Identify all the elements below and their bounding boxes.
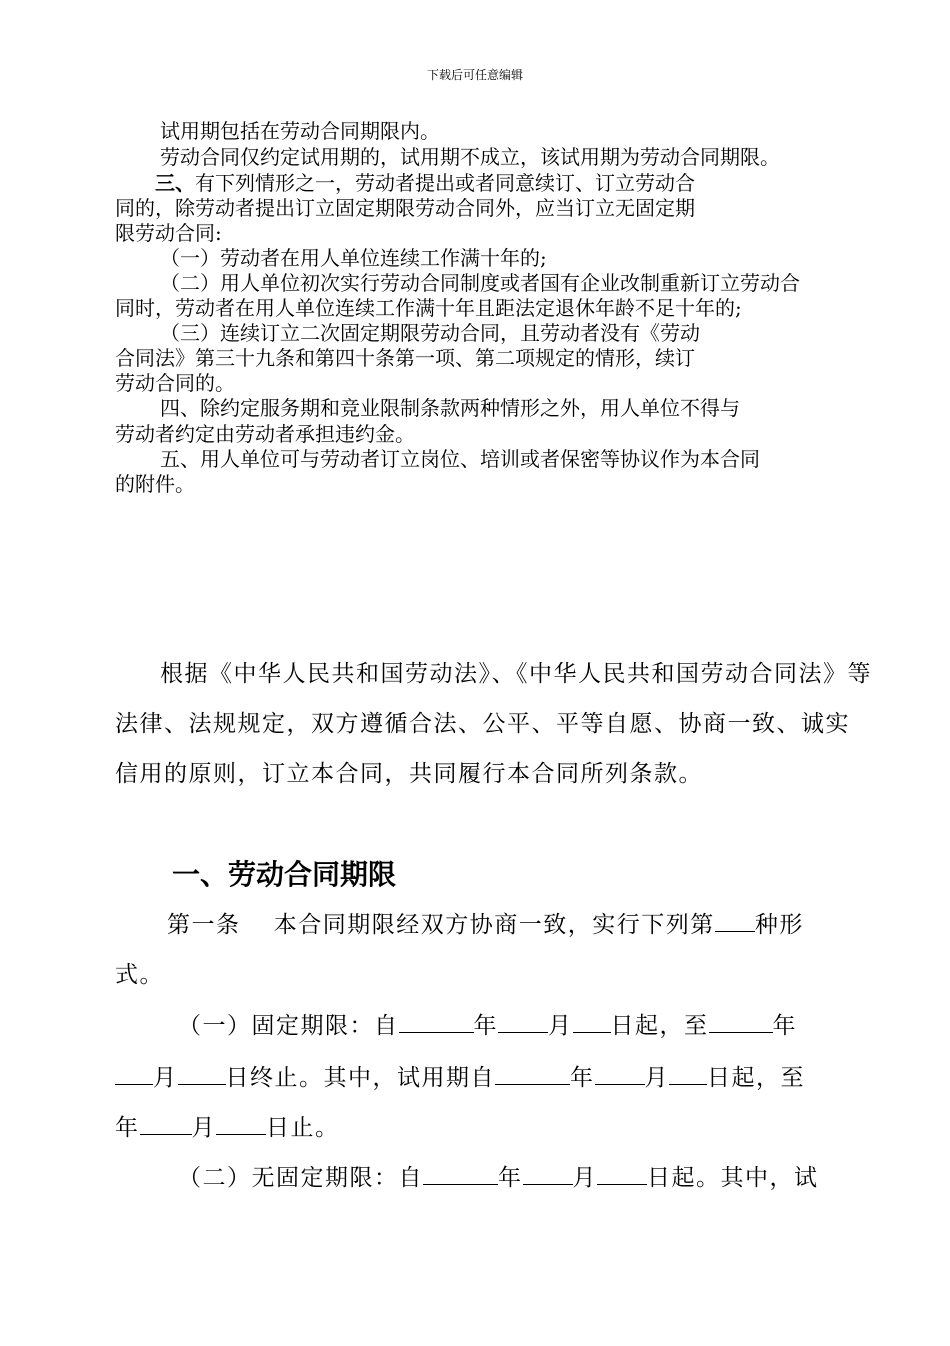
form-blank[interactable] (597, 1164, 647, 1185)
text-line: 四、除约定服务期和竞业限制条款两种情形之外，用人单位不得与 (160, 396, 740, 420)
form-blank[interactable] (595, 1064, 645, 1085)
text-line: 的附件。 (115, 472, 195, 496)
article-line: 式。 (115, 962, 164, 988)
form-text: 月 (548, 1013, 573, 1039)
section-title: 一、劳动合同期限 (172, 858, 397, 891)
form-line (178, 1164, 819, 1192)
form-blank[interactable] (423, 1164, 498, 1185)
form-blank[interactable] (669, 1064, 707, 1085)
form-text: 月 (191, 1115, 216, 1141)
article-text: 种形 (754, 912, 804, 938)
clause-text: 有下列情形之一，劳动者提出或者同意续订、订立劳动合 (195, 171, 695, 195)
form-text: 日终止。其中，试用期自 (225, 1065, 495, 1091)
text-line: 劳动合同的。 (115, 371, 235, 395)
form-blank[interactable] (573, 1012, 611, 1033)
intro-line: 信用的原则，订立本合同，共同履行本合同所列条款。 (115, 761, 703, 787)
form-text: 年 (498, 1165, 523, 1191)
text-line: 限劳动合同: (115, 221, 222, 245)
form-blank[interactable] (399, 1012, 474, 1033)
article-text: 第一条 本合同期限经双方协商一致，实行下列第 (167, 912, 715, 938)
form-blank[interactable] (115, 1064, 153, 1085)
text-line: 试用期包括在劳动合同期限内。 (160, 119, 440, 143)
text-line: 五、用人单位可与劳动者订立岗位、培训或者保密等协议作为本合同 (160, 447, 760, 471)
form-text: 日起。其中，试 (647, 1165, 819, 1191)
form-text: 年 (115, 1115, 140, 1141)
form-blank[interactable] (178, 1064, 226, 1085)
intro-line: 根据《中华人民共和国劳动法》、《中华人民共和国劳动合同法》等 (160, 661, 872, 687)
form-text: 年 (473, 1013, 498, 1039)
article-line (167, 911, 804, 939)
intro-line: 法律、法规规定，双方遵循合法、公平、平等自愿、协商一致、诚实 (115, 711, 850, 737)
form-text: 日起，至 (610, 1013, 709, 1039)
form-blank[interactable] (495, 1064, 570, 1085)
form-text: （二）无固定期限：自 (178, 1165, 423, 1191)
text-line: 劳动者约定由劳动者承担违约金。 (115, 422, 415, 446)
form-blank[interactable] (523, 1164, 573, 1185)
text-line: 同的，除劳动者提出订立固定期限劳动合同外，应当订立无固定期 (115, 196, 695, 220)
form-text: 日起，至 (707, 1065, 805, 1091)
form-blank[interactable] (715, 911, 755, 932)
text-line: （三）连续订立二次固定期限劳动合同，且劳动者没有《劳动 (160, 321, 700, 345)
text-line: 劳动合同仅约定试用期的，试用期不成立，该试用期为劳动合同期限。 (160, 145, 780, 169)
form-line (178, 1012, 797, 1040)
form-line (115, 1114, 340, 1142)
text-line (155, 171, 695, 195)
form-text: 年 (772, 1013, 797, 1039)
form-text: 月 (644, 1065, 669, 1091)
text-line: 合同法》第三十九条和第四十条第一项、第二项规定的情形，续订 (115, 346, 695, 370)
form-blank[interactable] (140, 1114, 192, 1135)
form-line (115, 1064, 805, 1092)
form-text: 日止。 (266, 1115, 340, 1141)
form-blank[interactable] (498, 1012, 548, 1033)
form-text: （一）固定期限：自 (178, 1013, 399, 1039)
text-line: （二）用人单位初次实行劳动合同制度或者国有企业改制重新订立劳动合 (160, 271, 800, 295)
text-line: （一）劳动者在用人单位连续工作满十年的; (160, 246, 547, 270)
form-blank[interactable] (216, 1114, 266, 1135)
form-text: 月 (153, 1065, 178, 1091)
form-text: 月 (572, 1165, 597, 1191)
form-blank[interactable] (709, 1012, 773, 1033)
clause-number: 三、 (155, 171, 195, 195)
text-line: 同时，劳动者在用人单位连续工作满十年且距法定退休年龄不足十年的; (115, 296, 742, 320)
page-header: 下载后可任意编辑 (426, 68, 523, 82)
form-text: 年 (570, 1065, 595, 1091)
